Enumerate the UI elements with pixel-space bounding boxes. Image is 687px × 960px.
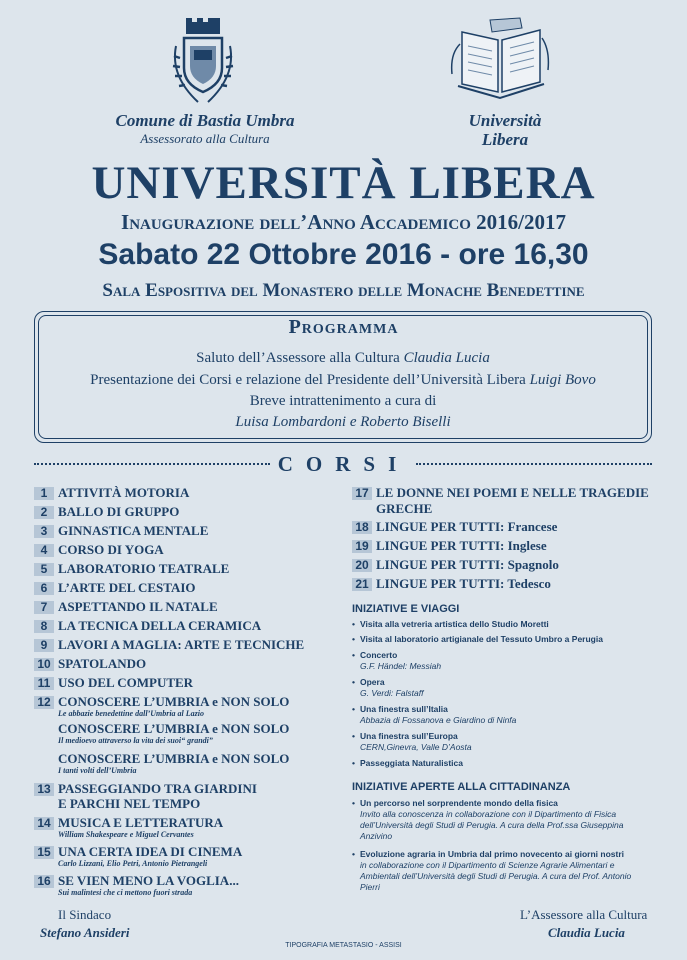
course-title: LINGUE PER TUTTI: Francese xyxy=(376,519,558,534)
course-number: 3 xyxy=(34,525,54,538)
iniziativa-text: Concerto xyxy=(360,650,398,660)
programma-line-2-name: Luigi Bovo xyxy=(529,372,596,388)
course-number: 16 xyxy=(34,875,54,888)
cittadinanza-item-title: Un percorso nel sorprendente mondo della fisica xyxy=(360,798,558,808)
course-title: LAVORI A MAGLIA: ARTE E TECNICHE xyxy=(58,637,305,652)
printer-credit: TIPOGRAFIA METASTASIO - ASSISI xyxy=(285,942,402,949)
programma-line-3: Breve intrattenimento a cura di xyxy=(249,393,437,409)
course-number: 8 xyxy=(34,620,54,633)
bullet-icon: • xyxy=(352,849,355,859)
iniziativa-text: Opera xyxy=(360,677,385,687)
course-title: CONOSCERE L’UMBRIA e NON SOLO xyxy=(58,694,290,709)
iniziativa-text: Una finestra sull’Europa xyxy=(360,731,458,741)
corsi-title: CORSI xyxy=(277,452,410,476)
cittadinanza-detail: Pierri xyxy=(360,882,380,892)
course-number: 20 xyxy=(352,559,372,572)
course-number: 5 xyxy=(34,563,54,576)
course-number: 19 xyxy=(352,540,372,553)
cittadinanza-item-title: Evoluzione agraria in Umbria dal primo novecento ai giorni nostri xyxy=(360,849,625,859)
course-title: BALLO DI GRUPPO xyxy=(58,504,180,519)
iniziativa-detail: G. Verdi: Falstaff xyxy=(360,688,424,698)
course-subtitle: I tanti volti dell’Umbria xyxy=(58,766,137,775)
course-number: 13 xyxy=(34,783,54,796)
course-number: 14 xyxy=(34,817,54,830)
bullet-icon: • xyxy=(352,619,355,629)
course-number: 6 xyxy=(34,582,54,595)
programma-title: Programma xyxy=(288,316,399,338)
course-title: PASSEGGIANDO TRA GIARDINI xyxy=(58,781,257,796)
bullet-icon: • xyxy=(352,798,355,808)
cittadinanza-detail: dell’Università degli Studi di Perugia. A cura della Prof.ssa Giuseppina xyxy=(360,820,624,830)
course-title: LINGUE PER TUTTI: Tedesco xyxy=(376,576,551,591)
universita-libera-logo-text xyxy=(440,111,570,149)
logo-line-2: Libera xyxy=(481,130,529,149)
course-subtitle: William Shakespeare e Miguel Cervantes xyxy=(58,830,194,839)
course-subtitle: Le abbazie benedettine dall’Umbria al Lazio xyxy=(58,709,204,718)
cittadinanza-detail: Ambientali dell’Università degli Studi di Perugia. A cura del Prof. Antonio xyxy=(360,871,632,881)
cittadinanza-detail: in collaborazione con il Dipartimento di Scienze Agrarie Alimentari e xyxy=(360,860,615,870)
bullet-icon: • xyxy=(352,758,355,768)
course-number: 17 xyxy=(352,487,372,500)
course-number: 1 xyxy=(34,487,54,500)
programma-line-2-text: Presentazione dei Corsi e relazione del Presidente dell’Università Libera xyxy=(90,372,530,388)
event-date: Sabato 22 Ottobre 2016 - ore 16,30 xyxy=(98,238,589,271)
programma-line-2 xyxy=(40,370,646,390)
sindaco-role: Il Sindaco xyxy=(58,907,112,922)
course-title: CONOSCERE L’UMBRIA e NON SOLO xyxy=(58,721,290,736)
bullet-icon: • xyxy=(352,704,355,714)
assessorato-name: Assessorato alla Cultura xyxy=(140,131,270,146)
iniziativa-detail: CERN,Ginevra, Valle D’Aosta xyxy=(360,742,472,752)
course-title-line-2: E PARCHI NEL TEMPO xyxy=(58,796,201,811)
iniziativa-detail: Abbazia di Fossanova e Giardino di Ninfa xyxy=(360,715,517,725)
course-title: LA TECNICA DELLA CERAMICA xyxy=(58,618,262,633)
course-subtitle: Sui malintesi che ci mettono fuori strada xyxy=(58,888,193,897)
course-title: CONOSCERE L’UMBRIA e NON SOLO xyxy=(58,751,290,766)
course-title: LINGUE PER TUTTI: Inglese xyxy=(376,538,547,553)
course-title: GINNASTICA MENTALE xyxy=(58,523,209,538)
course-number: 12 xyxy=(34,696,54,709)
course-number: 18 xyxy=(352,521,372,534)
iniziative-title: INIZIATIVE E VIAGGI xyxy=(352,603,460,615)
inauguration-subtitle: Inaugurazione dell’Anno Accademico 2016/2017 xyxy=(121,210,566,234)
sindaco-name: Stefano Ansideri xyxy=(40,925,130,940)
course-title: ATTIVITÀ MOTORIA xyxy=(58,485,190,500)
course-number: 10 xyxy=(34,658,54,671)
bullet-icon: • xyxy=(352,677,355,687)
course-title: L’ARTE DEL CESTAIO xyxy=(58,580,196,595)
open-book-icon xyxy=(450,14,550,104)
course-number: 2 xyxy=(34,506,54,519)
town-crest-icon xyxy=(168,16,238,108)
course-title: LABORATORIO TEATRALE xyxy=(58,561,230,576)
course-title-line-2: GRECHE xyxy=(376,501,433,516)
course-title: CORSO DI YOGA xyxy=(58,542,164,557)
iniziativa-text: Passeggiata Naturalistica xyxy=(360,758,463,768)
course-number: 9 xyxy=(34,639,54,652)
course-title: LINGUE PER TUTTI: Spagnolo xyxy=(376,557,559,572)
iniziativa-text: Una finestra sull’Italia xyxy=(360,704,448,714)
bullet-icon: • xyxy=(352,731,355,741)
assessore-name: Claudia Lucia xyxy=(548,925,625,940)
cittadinanza-detail: Anzivino xyxy=(360,831,393,841)
course-number: 21 xyxy=(352,578,372,591)
course-title: LE DONNE NEI POEMI E NELLE TRAGEDIE xyxy=(376,485,649,500)
cittadinanza-title: INIZIATIVE APERTE ALLA CITTADINANZA xyxy=(352,781,571,793)
course-subtitle: Carlo Lizzani, Elio Petri, Antonio Pietrangeli xyxy=(58,859,208,868)
logo-line-1: Università xyxy=(468,111,542,130)
course-title: UNA CERTA IDEA DI CINEMA xyxy=(58,844,243,859)
programma-line-1-name: Claudia Lucia xyxy=(403,350,490,366)
course-subtitle: Il medioevo attraverso la vita dei suoi“ grandi” xyxy=(58,736,213,745)
iniziativa-text: Visita al laboratorio artigianale del Tessuto Umbro a Perugia xyxy=(360,634,603,644)
programma-line-1 xyxy=(40,348,646,368)
programma-line-4: Luisa Lombardoni e Roberto Biselli xyxy=(235,414,451,430)
main-title: UNIVERSITÀ LIBERA xyxy=(91,157,596,209)
course-title: MUSICA E LETTERATURA xyxy=(58,815,224,830)
iniziativa-text: Visita alla vetreria artistica dello Studio Moretti xyxy=(360,619,549,629)
comune-name: Comune di Bastia Umbra xyxy=(115,111,295,130)
course-title: ASPETTANDO IL NATALE xyxy=(58,599,218,614)
event-venue: Sala Espositiva del Monastero delle Monache Benedettine xyxy=(102,280,585,301)
course-number: 11 xyxy=(34,677,54,690)
course-title: SE VIEN MENO LA VOGLIA... xyxy=(58,873,239,888)
course-number: 4 xyxy=(34,544,54,557)
iniziativa-detail: G.F. Händel: Messiah xyxy=(360,661,442,671)
cittadinanza-detail: Invito alla conoscenza in collaborazione con il Dipartimento di Fisica xyxy=(360,809,617,819)
course-title: SPATOLANDO xyxy=(58,656,147,671)
course-number: 15 xyxy=(34,846,54,859)
course-number: 7 xyxy=(34,601,54,614)
course-title: USO DEL COMPUTER xyxy=(58,675,194,690)
bullet-icon: • xyxy=(352,650,355,660)
programma-line-1-text: Saluto dell’Assessore alla Cultura xyxy=(196,350,404,366)
assessore-role: L’Assessore alla Cultura xyxy=(520,907,648,922)
bullet-icon: • xyxy=(352,634,355,644)
